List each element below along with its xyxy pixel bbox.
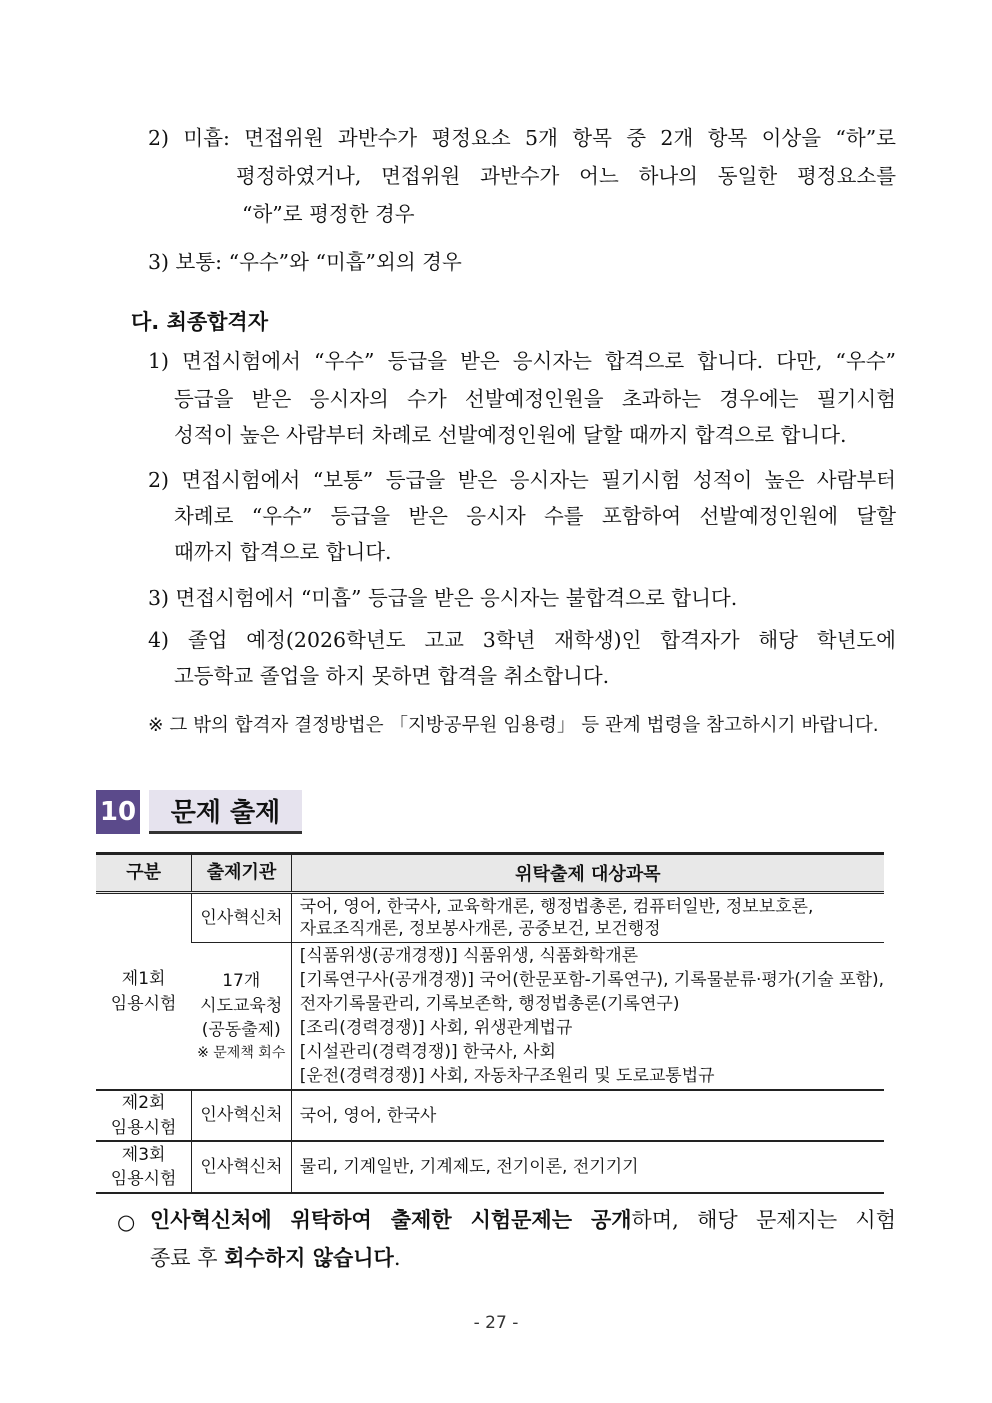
exam2-label — [96, 1090, 192, 1141]
final-item-4-line2: 고등학교 졸업을 하지 못하면 합격을 취소합니다. — [174, 664, 610, 688]
exam1-subjects-2-line5: [시설관리(경력경쟁)] 한국사, 사회 — [299, 1042, 556, 1063]
disclosure-note-end: . — [393, 1246, 401, 1270]
exam1-org-2-line2: 시도교육청 — [200, 995, 283, 1016]
exam1-org-2 — [192, 943, 291, 1091]
section-number-badge: 10 — [96, 790, 140, 834]
section-title: 문제 출제 — [149, 790, 302, 834]
disclosure-note-bold2: 회수하지 않습니다 — [224, 1246, 394, 1270]
criteria-item-2-line3: “하”로 평정한 경우 — [242, 202, 415, 226]
exam1-subjects-2 — [291, 943, 884, 1091]
exam1-subjects-2-line4: [조리(경력경쟁)] 사회, 위생관계법규 — [299, 1018, 573, 1038]
exam3-subjects: 물리, 기계일반, 기계제도, 전기이론, 전기기기 — [291, 1141, 884, 1193]
exam1-org-2-note: ※ 문제책 회수 — [197, 1044, 286, 1061]
exam1-org-2-line1: 17개 — [222, 970, 261, 991]
section-da-heading: 다. 최종합격자 — [131, 310, 269, 334]
final-item-4-line1: 4) 졸업 예정(2026학년도 고교 3학년 재학생)인 합격자가 해당 학년도에 — [148, 628, 896, 652]
exam2-subjects: 국어, 영어, 한국사 — [291, 1090, 884, 1141]
exam3-label-line1: 제3회 — [121, 1144, 166, 1165]
exam1-org-1: 인사혁신처 — [192, 893, 291, 943]
criteria-item-3: 3) 보통: “우수”와 “미흡”외의 경우 — [148, 250, 462, 274]
exam3-org: 인사혁신처 — [192, 1141, 291, 1193]
final-item-1-line2: 등급을 받은 응시자의 수가 선발예정인원을 초과하는 경우에는 필기시험 — [174, 387, 896, 411]
exam2-org: 인사혁신처 — [192, 1090, 291, 1141]
disclosure-note-normal1: 하며, 해당 문제지는 시험 — [631, 1208, 897, 1232]
exam1-subjects-2-line2: [기록연구사(공개경쟁)] 국어(한문포함-기록연구), 기록물분류·평가(기술 포함), — [299, 969, 884, 990]
criteria-item-2-line2: 평정하였거나, 면접위원 과반수가 어느 하나의 동일한 평정요소를 — [236, 164, 896, 188]
final-item-1-line3: 성적이 높은 사람부터 차례로 선발예정인원에 달할 때까지 합격으로 합니다. — [174, 423, 847, 447]
exam3-label — [96, 1141, 192, 1193]
exam1-subjects-2-line6: [운전(경력경쟁)] 사회, 자동차구조원리 및 도로교통법규 — [299, 1066, 715, 1087]
table-header-org: 출제기관 — [192, 854, 291, 893]
exam1-subjects-2-line1: [식품위생(공개경쟁)] 식품위생, 식품화학개론 — [299, 945, 639, 966]
table-header-category: 구분 — [96, 854, 192, 893]
exam-subjects-table — [96, 852, 884, 1194]
reference-note: ※ 그 밖의 합격자 결정방법은 「지방공무원 임용령」 등 관계 법령을 참고하시기 바랍니다. — [148, 715, 879, 736]
table-header-row — [96, 854, 884, 893]
exam1-subjects-2-line3: 전자기록물관리, 기록보존학, 행정법총론(기록연구) — [299, 993, 680, 1014]
exam1-label-line1: 제1회 — [121, 968, 166, 989]
page-number: - 27 - — [473, 1313, 519, 1333]
exam1-org-2-line3: (공동출제) — [201, 1020, 281, 1041]
exam1-label-line2: 임용시험 — [110, 993, 177, 1014]
exam1-subjects-1 — [291, 893, 884, 943]
exam1-subjects-1-line1: 국어, 영어, 한국사, 교육학개론, 행정법총론, 컴퓨터일반, 정보보호론, — [299, 896, 814, 917]
exam1-subjects-1-line2: 자료조직개론, 정보봉사개론, 공중보건, 보건행정 — [299, 919, 661, 939]
table-row — [96, 943, 884, 1091]
circle-bullet-icon: ○ — [117, 1210, 136, 1234]
exam2-label-line1: 제2회 — [121, 1093, 166, 1113]
exam1-label — [96, 893, 192, 1091]
table-row — [96, 893, 884, 943]
table-row — [96, 1141, 884, 1193]
disclosure-note-line2 — [150, 1248, 401, 1269]
disclosure-note-normal2: 종료 후 — [150, 1246, 225, 1270]
table-header-subjects: 위탁출제 대상과목 — [291, 854, 884, 893]
criteria-item-2-line1: 2) 미흡: 면접위원 과반수가 평정요소 5개 항목 중 2개 항목 이상을 “하”로 — [148, 126, 896, 150]
final-item-2-line3: 때까지 합격으로 합니다. — [174, 540, 392, 564]
disclosure-note-bold1: 인사혁신처에 위탁하여 출제한 시험문제는 공개 — [150, 1208, 632, 1232]
exam3-label-line2: 임용시험 — [110, 1169, 177, 1190]
final-item-2-line2: 차례로 “우수” 등급을 받은 응시자 수를 포함하여 선발예정인원에 달할 — [174, 504, 896, 528]
final-item-1-line1: 1) 면접시험에서 “우수” 등급을 받은 응시자는 합격으로 합니다. 다만, “우수” — [148, 349, 896, 373]
disclosure-note-line1 — [150, 1210, 896, 1231]
exam2-label-line2: 임용시험 — [110, 1117, 177, 1138]
final-item-2-line1: 2) 면접시험에서 “보통” 등급을 받은 응시자는 필기시험 성적이 높은 사람부터 — [148, 468, 896, 492]
table-row — [96, 1090, 884, 1141]
final-item-3: 3) 면접시험에서 “미흡” 등급을 받은 응시자는 불합격으로 합니다. — [148, 586, 738, 610]
